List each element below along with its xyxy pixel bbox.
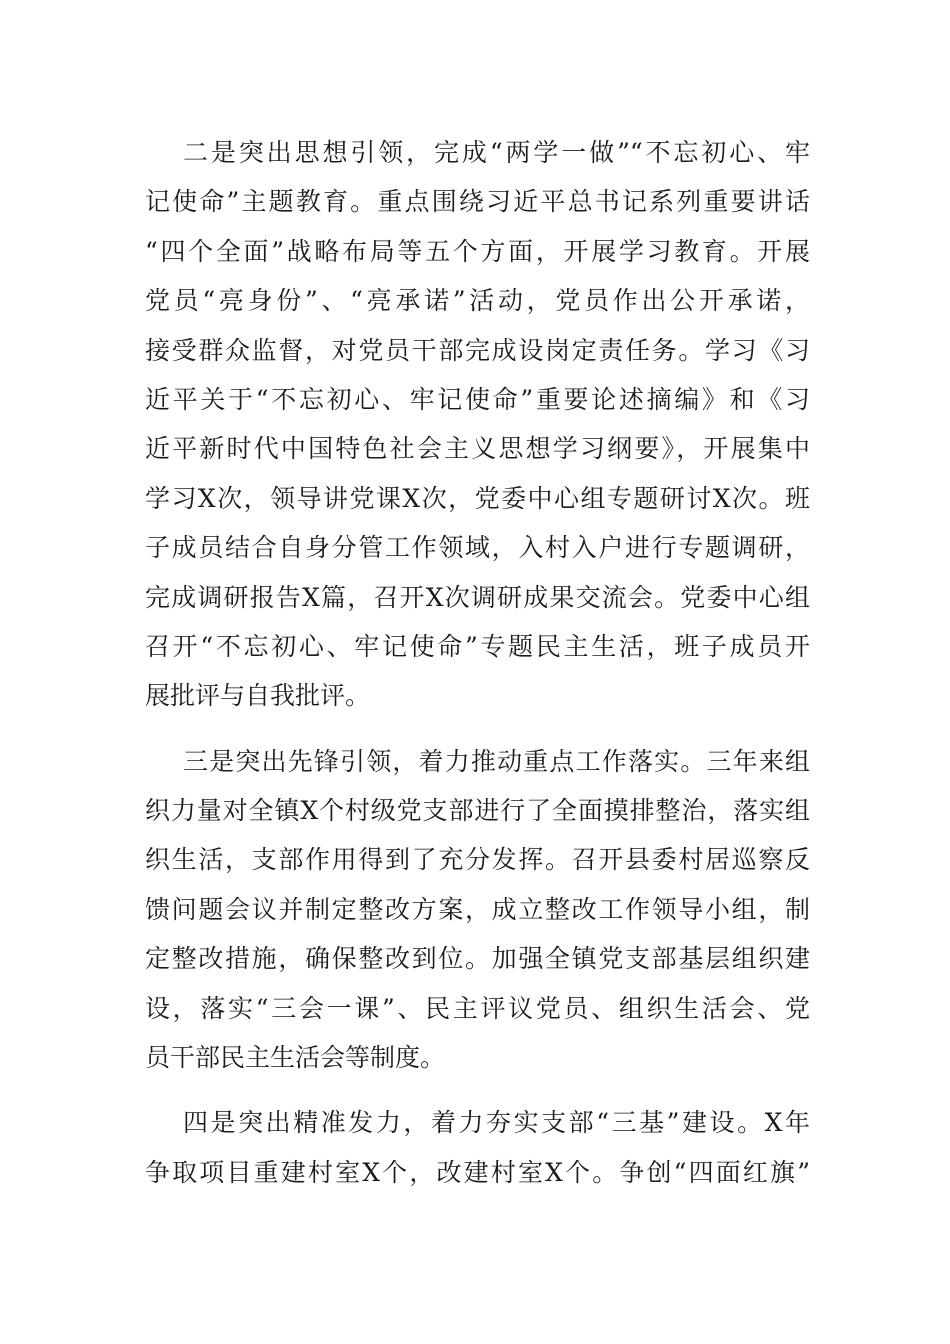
text-line: 织生活，支部作用得到了充分发挥。召开县委村居巡察反 xyxy=(145,845,810,875)
paragraph-gap xyxy=(145,1082,810,1098)
text-line: 二是突出思想引领，完成“两学一做”“不忘初心、牢 xyxy=(183,138,810,167)
text-line: 子成员结合自身分管工作领域，入村入户进行专题调研， xyxy=(145,533,810,563)
text-line: 四是突出精准发力，着力夯实支部“三基”建设。X年 xyxy=(183,1108,810,1138)
text-line: 定整改措施，确保整改到位。加强全镇党支部基层组织建 xyxy=(145,944,810,974)
text-line: “四个全面”战略布局等五个方面，开展学习教育。开展 xyxy=(145,236,810,266)
text-line: 记使命”主题教育。重点围绕习近平总书记系列重要讲话 xyxy=(145,187,810,217)
text-line: 争取项目重建村室X个，改建村室X个。争创“四面红旗” xyxy=(145,1157,810,1187)
text-line: 馈问题会议并制定整改方案，成立整改工作领导小组，制 xyxy=(145,894,810,924)
paragraph xyxy=(145,128,810,721)
text-line: 接受群众监督，对党员干部完成设岗定责任务。学习《习 xyxy=(145,335,810,365)
text-line: 员干部民主生活会等制度。 xyxy=(145,1043,446,1073)
text-line: 三是突出先锋引领，着力推动重点工作落实。三年来组 xyxy=(183,746,810,776)
paragraph-gap xyxy=(145,721,810,737)
paragraph xyxy=(145,1098,810,1197)
text-line: 织力量对全镇X个村级党支部进行了全面摸排整治，落实组 xyxy=(145,796,810,826)
document-body xyxy=(145,128,810,1197)
text-line: 召开“不忘初心、牢记使命”专题民主生活，班子成员开 xyxy=(145,631,810,661)
text-line: 完成调研报告X篇，召开X次调研成果交流会。党委中心组 xyxy=(145,582,810,612)
text-line: 近平关于“不忘初心、牢记使命”重要论述摘编》和《习 xyxy=(145,384,810,414)
text-line: 近平新时代中国特色社会主义思想学习纲要》，开展集中 xyxy=(145,434,810,464)
text-line: 学习X次，领导讲党课X次，党委中心组专题研讨X次。班 xyxy=(145,483,810,513)
text-line: 展批评与自我批评。 xyxy=(145,681,371,711)
text-line: 党员“亮身份”、“亮承诺”活动，党员作出公开承诺， xyxy=(145,286,810,316)
text-line: 设，落实“三会一课”、民主评议党员、组织生活会、党 xyxy=(145,993,810,1023)
paragraph xyxy=(145,737,810,1083)
